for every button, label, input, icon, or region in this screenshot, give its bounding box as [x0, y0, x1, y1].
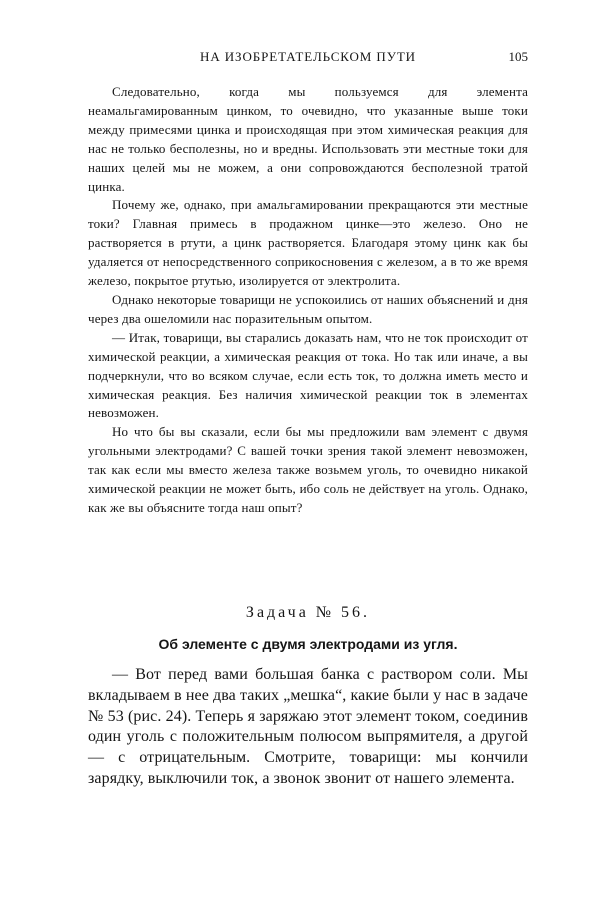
page-number: 105	[508, 49, 528, 64]
paragraph-2: Почему же, однако, при амальгамировании прекращаются эти местные токи? Главная примесь в продажном цинке—это железо. Оно не растворяется в ртути, а цинк растворяется. Благодаря этому цинк как бы удаляется от непосредственного соприкосновения с железом, а в то же время железо, покрытое ртутью, изолируется от электролита.	[88, 197, 528, 289]
paragraph-3: Однако некоторые товарищи не успокоились от наших объяснений и дня через два ошеломили нас поразительным опытом.	[88, 291, 528, 326]
problem-text	[88, 665, 528, 790]
body-text	[88, 83, 528, 518]
problem-paragraph-1: — Вот перед вами большая банка с раствором соли. Мы вкладываем в нее два таких „мешка“, какие были у нас в задаче № 53 (рис. 24). Теперь я заряжаю этот элемент током, соединив один уголь с положительным полюсом выпрямителя, а другой — с отрицательным. Смотрите, товарищи: мы кончили зарядку, выключили ток, а звонок звонит от нашего элемента.	[88, 666, 528, 787]
paragraph-5: Но что бы вы сказали, если бы мы предложили вам элемент с двумя угольными электродами? С вашей точки зрения такой элемент невозможен, так как если мы вместо железа также возьмем уголь, то очевидно никакой химической реакции не может быть, ибо соль не действует на уголь. Однако, как же вы объясните тогда наш опыт?	[88, 424, 528, 515]
paragraph-1: Следовательно, когда мы пользуемся для элемента неамальгамированным цинком, то очевидно, что указанные выше токи между примесями цинка и происходящая при этом химическая реакция для нас не только бесполезны, но и вредны. Использовать эти местные токи для наших целей мы не можем, а они сопровождаются бесполезной тратой цинка.	[88, 84, 528, 194]
paragraph-4: — Итак, товарищи, вы старались доказать нам, что не ток происходит от химической реакции, а химическая реакция от тока. Но так или иначе, а вы подчеркнули, что во всяком случае, если есть ток, то должна иметь место и химическая реакция. Без наличия химической реакции ток в элементах невозможен.	[88, 329, 528, 421]
problem-subtitle: Об элементе с двумя электродами из угля.	[158, 636, 458, 652]
running-header	[88, 47, 528, 67]
problem-title: Задача № 56.	[245, 604, 371, 621]
running-header-title: НА ИЗОБРЕТАТЕЛЬСКОМ ПУТИ	[200, 49, 416, 64]
